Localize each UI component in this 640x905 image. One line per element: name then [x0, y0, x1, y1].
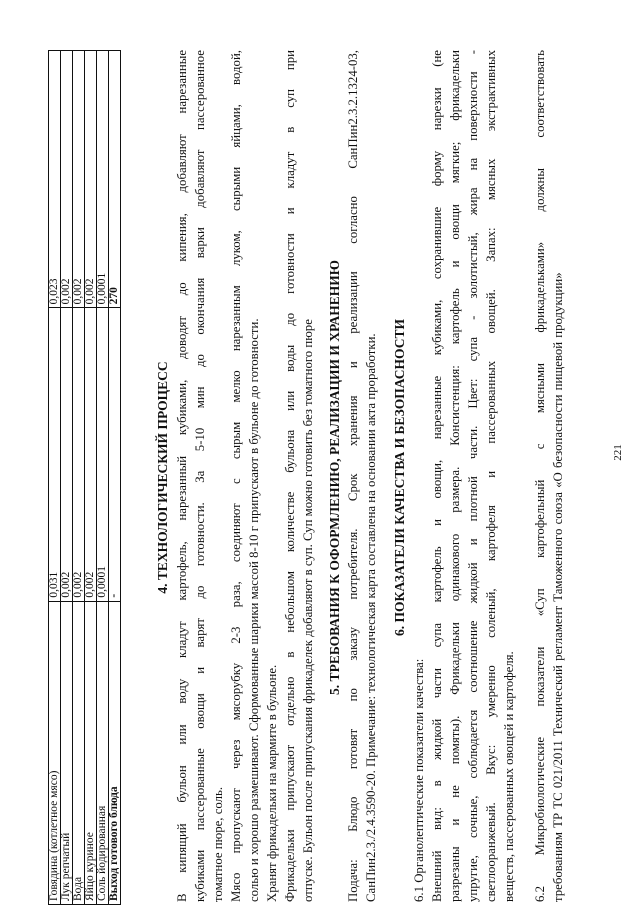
- table-row: [97, 51, 109, 905]
- ingredients-table: [48, 50, 121, 905]
- section-6-line: 6.1 Органолептические показатели качества:: [412, 658, 426, 902]
- brutto-value: 0,002: [61, 308, 73, 601]
- section-6-line: веществ, пассерованных овощей и картофеля.: [502, 651, 516, 902]
- brutto-value: 0,002: [85, 308, 97, 601]
- ingredient-name: Говядина (котлетное мясо): [49, 601, 61, 904]
- page-number: 221: [612, 444, 624, 461]
- section-6-line: светлооранжевый. Вкус: умеренно соленый, картофеля и пассерованных овощей. Запах: мясных экстрактивных: [484, 50, 498, 902]
- section-6-line: Внешний вид: в жидкой части супа картофель и овощи, нарезанные кубиками, сохранившие форму нарезки (не: [430, 50, 444, 902]
- netto-value: 0,002: [85, 51, 97, 308]
- section-4-line: отпуске. Бульон после припускания фрикаделек добавляют в суп. Суп можно готовить без томатного пюре: [301, 319, 315, 902]
- brutto-value: 0,0001: [97, 308, 109, 601]
- ingredient-name: Вода: [73, 601, 85, 904]
- section-4-line: Фрикадельки припускают отдельно в небольшом количестве бульона или воды до готовности и кладут в суп при: [283, 50, 297, 902]
- ingredient-name: Лук репчатый: [61, 601, 73, 904]
- netto-value: 0,002: [61, 51, 73, 308]
- table-row: [73, 51, 85, 905]
- brutto-value: 0,002: [73, 308, 85, 601]
- total-label: Выход готового блюда: [109, 601, 121, 904]
- table-row: [49, 51, 61, 905]
- table-row: [85, 51, 97, 905]
- ingredient-name: Соль йодированная: [97, 601, 109, 904]
- section-5-heading: 5. ТРЕБОВАНИЯ К ОФОРМЛЕНИЮ, РЕАЛИЗАЦИИ И ХРАНЕНИЮ: [327, 260, 342, 695]
- section-4-line: В кипящий бульон или воду кладут картофель, нарезанный кубиками, доводят до кипения, добавляют нарезанные: [175, 50, 189, 902]
- section-5-line: Подача: Блюдо готовят по заказу потребителя. Срок хранения и реализации согласно СанПин2.3.2.1324-03,: [346, 50, 360, 902]
- total-netto: 270: [109, 51, 121, 308]
- table-total-row: [109, 51, 121, 905]
- section-4-line: Хранят фрикадельки на мармите в бульоне.: [265, 664, 279, 902]
- ingredient-name: Яйцо куриное: [85, 601, 97, 904]
- section-4-heading: 4. ТЕХНОЛОГИЧЕСКИЙ ПРОЦЕСС: [155, 361, 170, 594]
- brutto-value: 0,031: [49, 308, 61, 601]
- netto-value: 0,023: [49, 51, 61, 308]
- netto-value: 0,0001: [97, 51, 109, 308]
- section-6-micro-line: требованиям ТР ТС 021/2011 Технический регламент Таможенного союза «О безопасности пищевой продукции»: [551, 272, 565, 902]
- table-row: [61, 51, 73, 905]
- netto-value: 0,002: [73, 51, 85, 308]
- section-4-line: кубиками пассерованные овощи и варят до готовности. За 5-10 мин до окончания варки добавляют пассерованное: [193, 50, 207, 902]
- total-brutto: -: [109, 308, 121, 601]
- section-4-line: томатное пюре, соль.: [211, 786, 225, 902]
- section-5-line: СанПин2.3./2.4.3590-20. Примечание: технологическая карта составлена на основании акта проработки.: [364, 333, 378, 902]
- section-6-heading: 6. ПОКАЗАТЕЛИ КАЧЕСТВА И БЕЗОПАСНОСТИ: [392, 319, 407, 636]
- section-4-line: солью и хорошо размешивают. Сформованные шарики массой 8-10 г припускают в бульоне до готовности.: [247, 318, 261, 902]
- section-6-line: упругие, сочные, соблюдается соотношение жидкой и плотной части. Цвет: супа - золотистый, жира на поверхности -: [466, 50, 480, 902]
- section-6-micro-line: 6.2 Микробиологические показатели «Суп картофельный с мясными фрикадельками» должны соответствовать: [533, 50, 547, 902]
- section-6-line: разрезаны и не помяты). Фрикадельки одинакового размера. Консистенция: картофель и овощи мягкие; фрикадельки: [448, 50, 462, 902]
- section-4-line: Мясо пропускают через мясорубку 2-3 раза, соединяют с сырым мелко нарезанным луком, сырыми яйцами, водой,: [229, 50, 243, 902]
